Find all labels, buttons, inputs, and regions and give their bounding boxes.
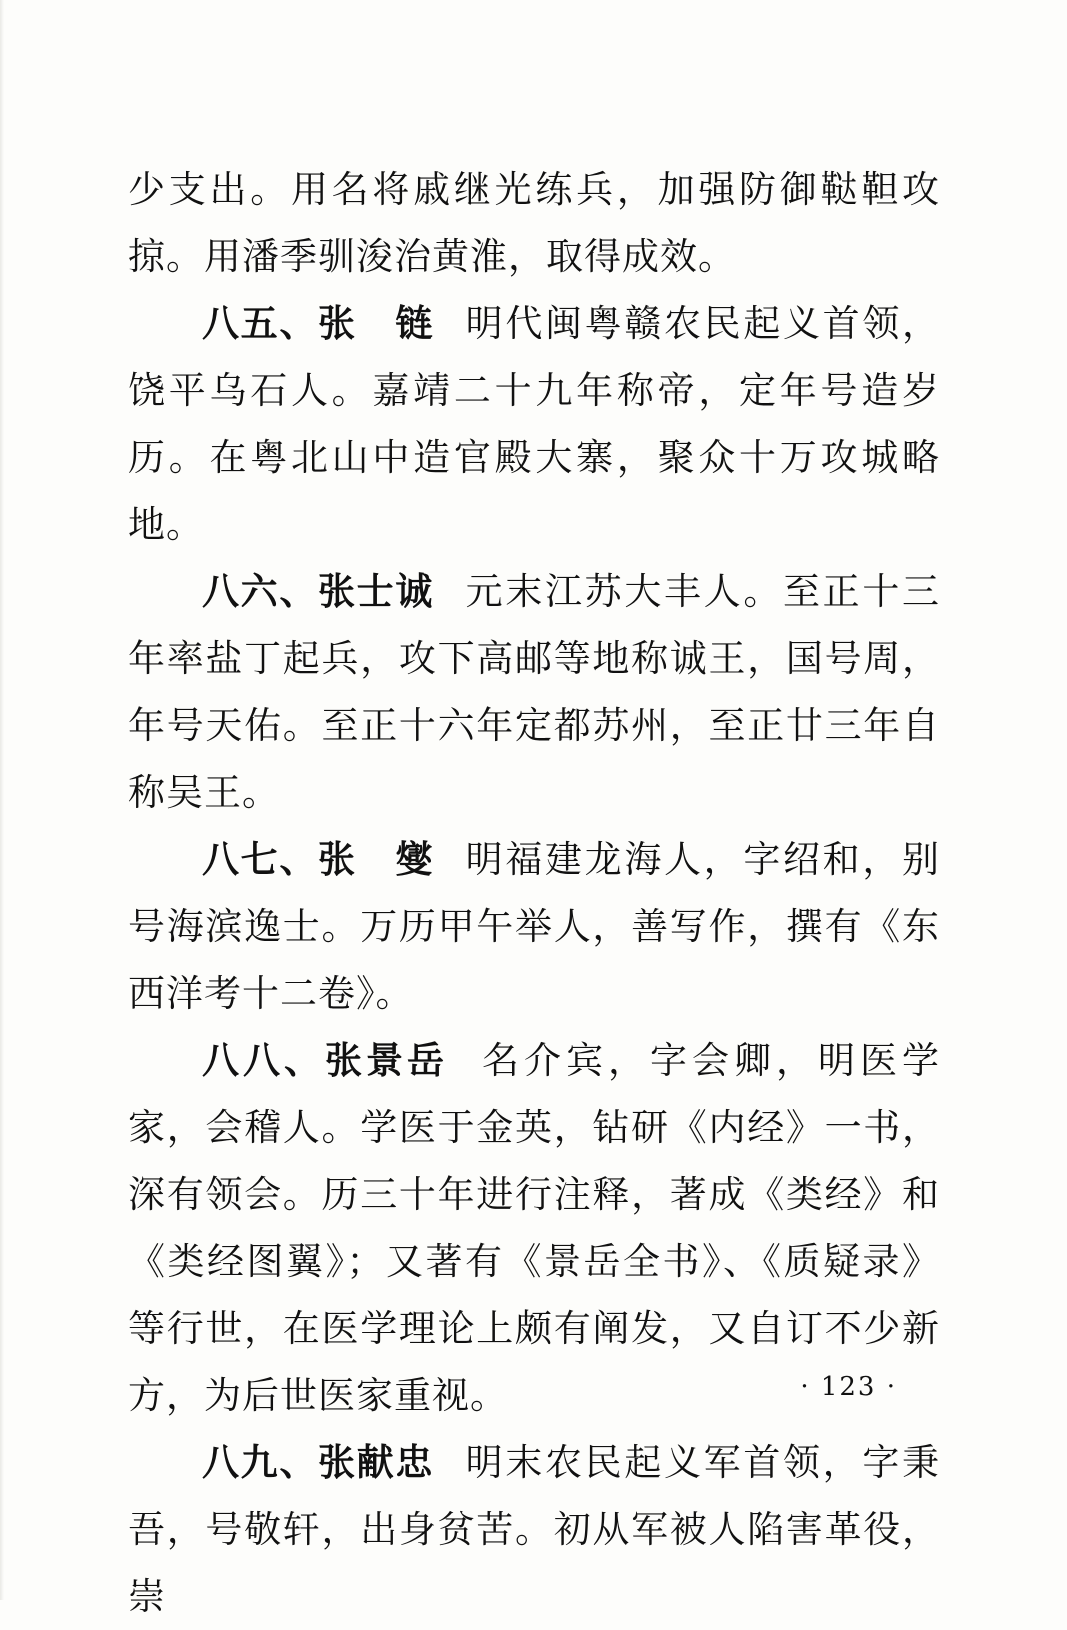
entry-88-body: 名介宾，字会卿，明医学家，会稽人。学医于金英，钻研《内经》一书，深有领会。历三十年进行注释，著成《类经》和《类经图翼》；又著有《景岳全书》、《质疑录》等行世，在医学理论上颇有阐发，又自订不少新方，为后世医家重视。 [128, 1039, 940, 1417]
continuation-paragraph: 少支出。用名将戚继光练兵，加强防御鞑靼攻掠。用潘季驯浚治黄淮，取得成效。 [128, 168, 940, 278]
entry-85 [128, 290, 940, 558]
entry-89-body: 明末农民起义军首领，字秉吾，号敬轩，出身贫苦。初从军被人陷害革役，崇 [128, 1441, 940, 1618]
entry-88-heading: 八八、张景岳 [202, 1039, 448, 1082]
text-block [128, 156, 940, 1630]
entry-86 [128, 558, 940, 826]
entry-86-body: 元末江苏大丰人。至正十三年率盐丁起兵，攻下高邮等地称诚王，国号周，年号天佑。至正十六年定都苏州，至正廿三年自称吴王。 [128, 570, 940, 814]
entry-85-body: 明代闽粤赣农民起义首领，饶平乌石人。嘉靖二十九年称帝，定年号造岁历。在粤北山中造官殿大寨，聚众十万攻城略地。 [128, 302, 940, 546]
page-number: · 123 · [800, 1372, 897, 1402]
entry-86-heading: 八六、张士诚 [202, 570, 434, 613]
entry-89-heading: 八九、张献忠 [202, 1441, 434, 1484]
entry-85-heading: 八五、张 链 [202, 302, 434, 345]
entry-88 [128, 1027, 940, 1429]
entry-87-body: 明福建龙海人，字绍和，别号海滨逸士。万历甲午举人，善写作，撰有《东西洋考十二卷》。 [128, 838, 940, 1015]
scan-edge [0, 0, 4, 1600]
entry-87 [128, 826, 940, 1027]
entry-87-heading: 八七、张 燮 [202, 838, 434, 881]
